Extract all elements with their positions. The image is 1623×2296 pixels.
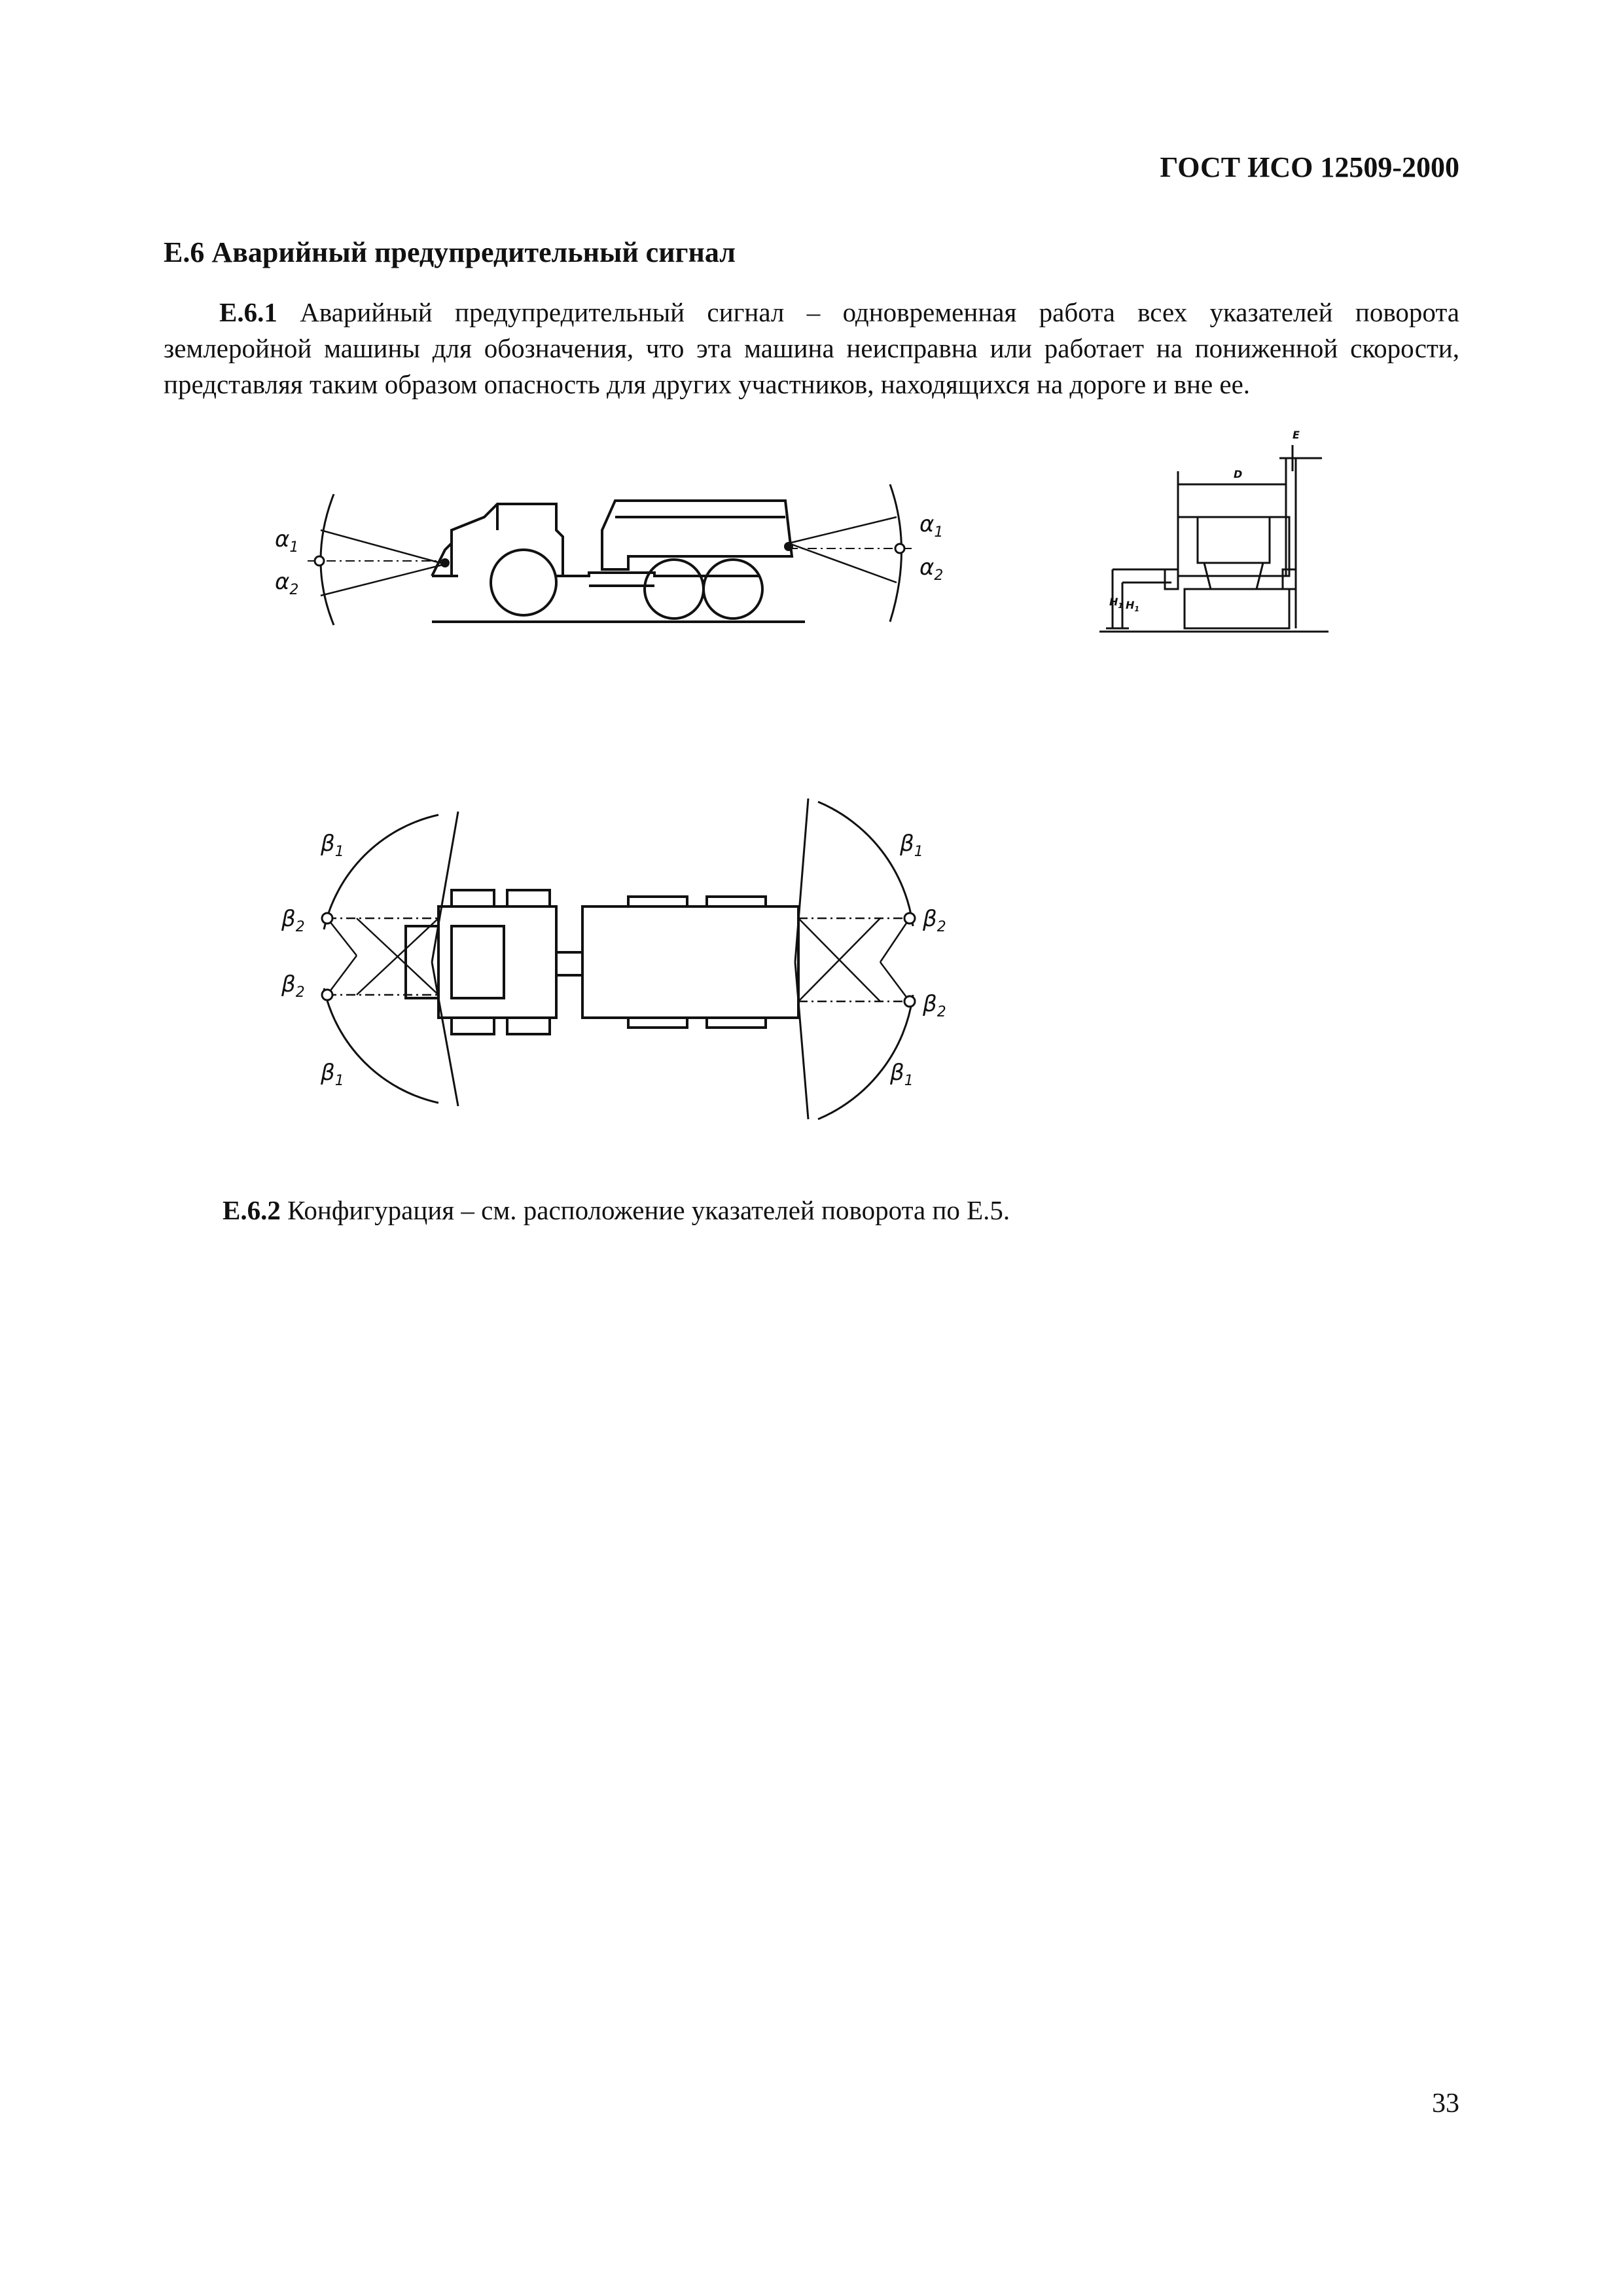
beta1-rear-top-label [899, 831, 923, 860]
beta2-rt-sub: 2 [936, 919, 946, 935]
alpha1-right-sub: 1 [934, 524, 944, 541]
alpha1-left-label [275, 526, 298, 556]
dim-h1-label [1126, 599, 1139, 613]
alpha2-right-sub: 2 [934, 567, 944, 584]
beta2-rb-base: β [923, 991, 937, 1017]
alpha2-left-sub: 2 [289, 582, 299, 598]
dim-h1-base: H [1126, 599, 1135, 611]
alpha2-right-base: α [919, 554, 935, 581]
dim-e-label: E [1293, 429, 1300, 441]
beta1-fb-base: β [321, 1060, 335, 1086]
alpha2-left-label [275, 569, 298, 598]
dim-h-label [1109, 596, 1123, 610]
document-id: ГОСТ ИСО 12509-2000 [1160, 151, 1459, 183]
alpha1-left-sub: 1 [289, 539, 299, 556]
beta2-ft-sub: 2 [295, 919, 305, 935]
beta1-rear-bottom-label [889, 1060, 914, 1089]
beta1-front-top-label [320, 831, 344, 860]
beta1-rt-sub: 1 [914, 844, 923, 860]
alpha2-right-label [919, 554, 943, 584]
beta1-ft-base: β [321, 831, 335, 857]
beta1-rt-base: β [900, 831, 914, 857]
beta2-rear-top-label [922, 906, 946, 935]
beta2-fb-base: β [281, 971, 296, 997]
alpha2-left-base: α [275, 569, 290, 595]
beta1-rb-sub: 1 [904, 1073, 914, 1089]
beta2-front-top-label [281, 906, 305, 935]
beta2-rb-sub: 2 [936, 1004, 946, 1020]
clause-e61-number: Е.6.1 [219, 297, 277, 327]
beta1-fb-sub: 1 [334, 1073, 344, 1089]
dim-d-label: D [1234, 468, 1243, 480]
beta2-front-bottom-label [281, 971, 305, 1001]
beta1-front-bottom-label [320, 1060, 344, 1089]
alpha1-right-base: α [919, 511, 935, 537]
clause-e62-number: Е.6.2 [223, 1195, 281, 1225]
clause-e62-text: Конфигурация – см. расположение указателей поворота по Е.5. [287, 1195, 1010, 1225]
beta2-rear-bottom-label [922, 991, 946, 1020]
page-number: 33 [1432, 2089, 1459, 2119]
beta2-rt-base: β [923, 906, 937, 932]
alpha1-right-label [919, 511, 943, 541]
dim-h-sub: 1 [1118, 601, 1124, 610]
beta1-ft-sub: 1 [334, 844, 344, 860]
clause-e62 [223, 1194, 1010, 1226]
beta2-ft-base: β [281, 906, 296, 932]
dim-h-base: H [1109, 596, 1118, 608]
section-title: Е.6 Аварийный предупредительный сигнал [164, 236, 736, 268]
dim-h1-sub: 1 [1134, 605, 1140, 613]
alpha1-left-base: α [275, 526, 290, 552]
beta1-rb-base: β [890, 1060, 904, 1086]
plan-view-figure [324, 798, 913, 1119]
clause-e61-text: Аварийный предупредительный сигнал – одновременная работа всех указателей поворота землеройной машины для обозначения, что эта машина неисправна или работает на пониженной скорости, представляя таким образом опасность для других участников, находящихся на дороге и вне ее. [164, 297, 1460, 399]
beta2-fb-sub: 2 [295, 984, 305, 1001]
